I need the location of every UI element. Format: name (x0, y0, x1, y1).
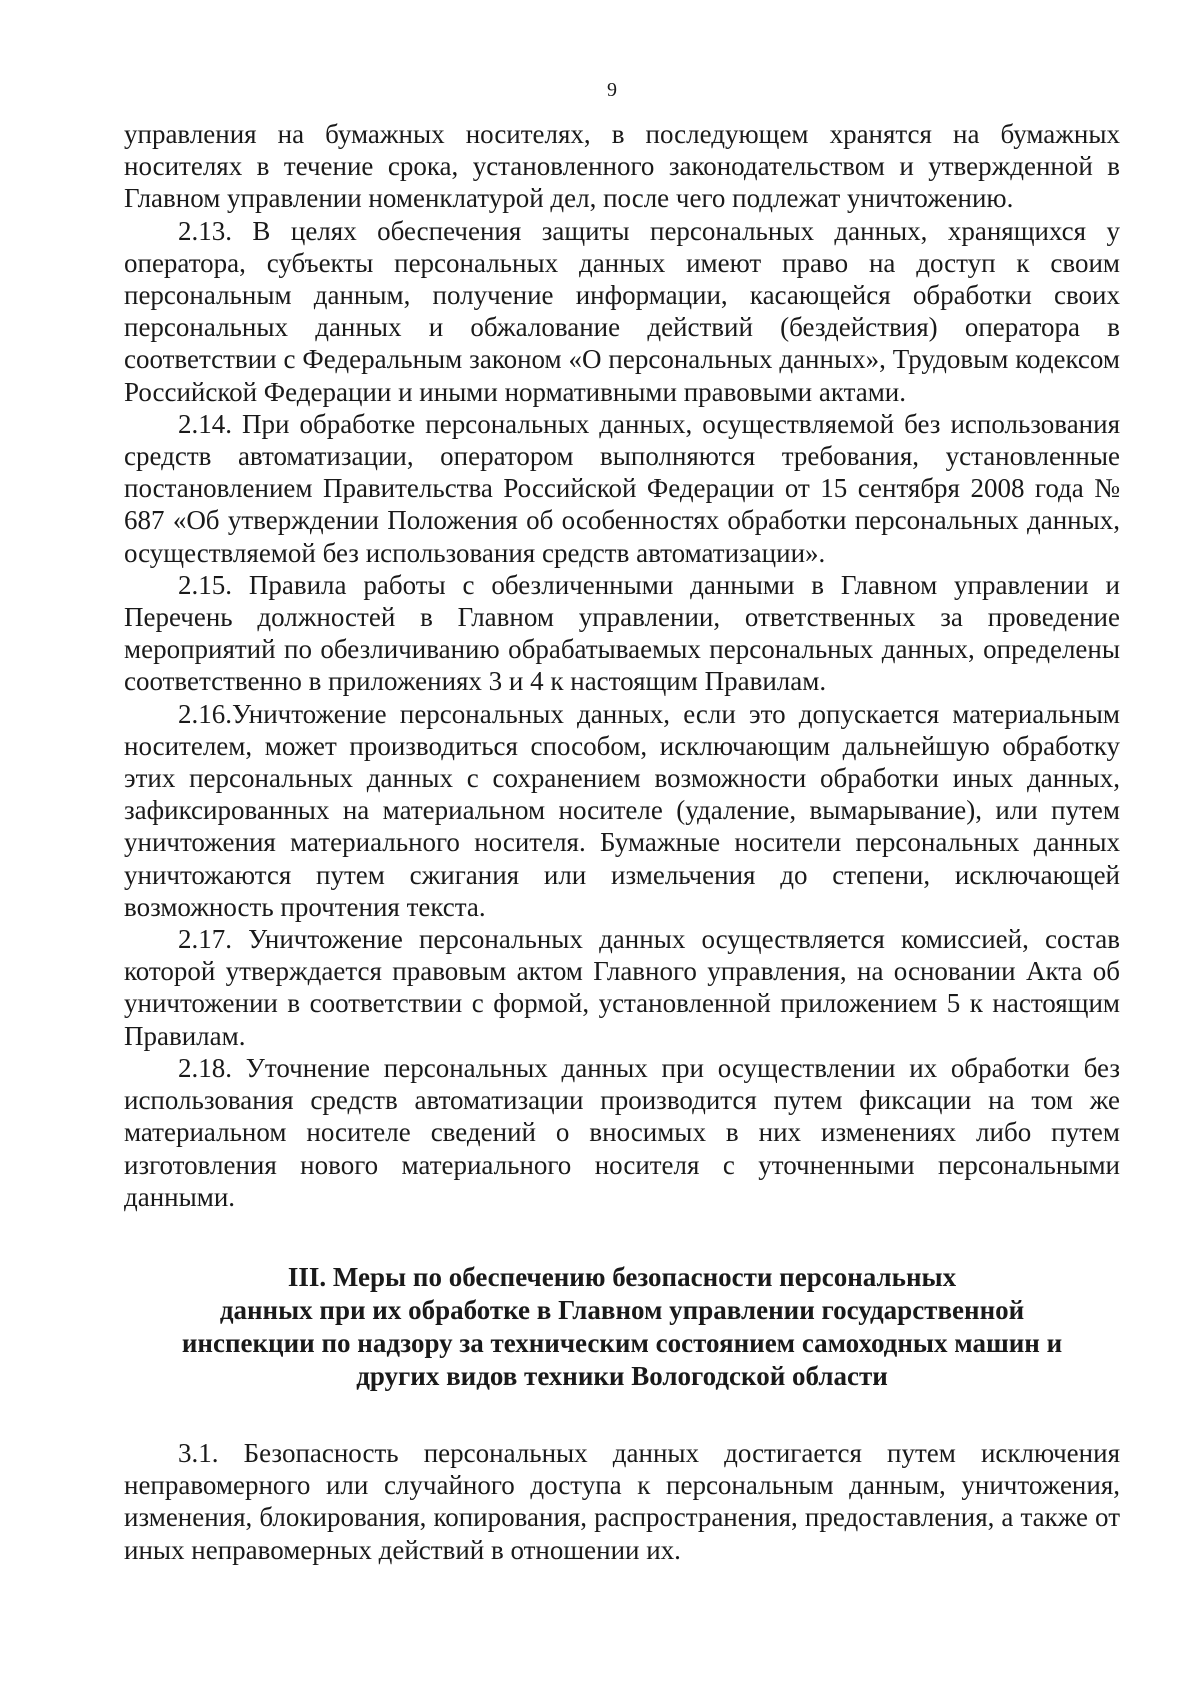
paragraph-2-13: 2.13. В целях обеспечения защиты персональных данных, хранящихся у оператора, субъекты персональных данных имеют право на доступ к своим персональным данным, получение информации, касающейся обработки своих персональных данных и обжалование действий (бездействия) оператора в соответствии с Федеральным законом «О персональных данных», Трудовым кодексом Российской Федерации и иными нормативными правовыми актами. (124, 215, 1120, 407)
paragraph-2-15: 2.15. Правила работы с обезличенными данными в Главном управлении и Перечень должностей в Главном управлении, ответственных за проведение мероприятий по обезличиванию обрабатываемых персональных данных, определены соответственно в приложениях 3 и 4 к настоящим Правилам. (124, 569, 1120, 697)
page-number: 9 (607, 79, 617, 101)
section-heading (124, 1261, 1120, 1393)
section-heading-line: III. Меры по обеспечению безопасности персональных (287, 1261, 957, 1292)
section-heading-line: данных при их обработке в Главном управлении государственной (219, 1294, 1025, 1325)
section-heading-line: инспекции по надзору за техническим состоянием самоходных машин и (181, 1327, 1063, 1358)
section-heading-line: других видов техники Вологодской области (356, 1360, 888, 1391)
paragraph-2-14: 2.14. При обработке персональных данных, осуществляемой без использования средств автоматизации, оператором выполняются требования, установленные постановлением Правительства Российской Федерации от 15 сентября 2008 года № 687 «Об утверждении Положения об особенностях обработки персональных данных, осуществляемой без использования средств автоматизации». (124, 408, 1120, 568)
paragraph-continuation: управления на бумажных носителях, в последующем хранятся на бумажных носителях в течение срока, установленного законодательством и утвержденной в Главном управлении номенклатурой дел, после чего подлежат уничтожению. (124, 119, 1120, 214)
paragraph-2-18: 2.18. Уточнение персональных данных при осуществлении их обработки без использования средств автоматизации производится путем фиксации на том же материальном носителе сведений о вносимых в них изменениях либо путем изготовления нового материального носителя с уточненными персональными данными. (124, 1052, 1120, 1212)
paragraph-3-1: 3.1. Безопасность персональных данных достигается путем исключения неправомерного или случайного доступа к персональным данным, уничтожения, изменения, блокирования, копирования, распространения, предоставления, а также от иных неправомерных действий в отношении их. (124, 1437, 1120, 1565)
document-page (124, 78, 1120, 1638)
paragraph-2-16: 2.16.Уничтожение персональных данных, если это допускается материальным носителем, может производиться способом, исключающим дальнейшую обработку этих персональных данных с сохранением возможности обработки иных данных, зафиксированных на материальном носителе (удаление, вымарывание), или путем уничтожения материального носителя. Бумажные носители персональных данных уничтожаются путем сжигания или измельчения до степени, исключающей возможность прочтения текста. (124, 698, 1120, 922)
paragraph-2-17: 2.17. Уничтожение персональных данных осуществляется комиссией, состав которой утверждается правовым актом Главного управления, на основании Акта об уничтожении в соответствии с формой, установленной приложением 5 к настоящим Правилам. (124, 924, 1120, 1051)
